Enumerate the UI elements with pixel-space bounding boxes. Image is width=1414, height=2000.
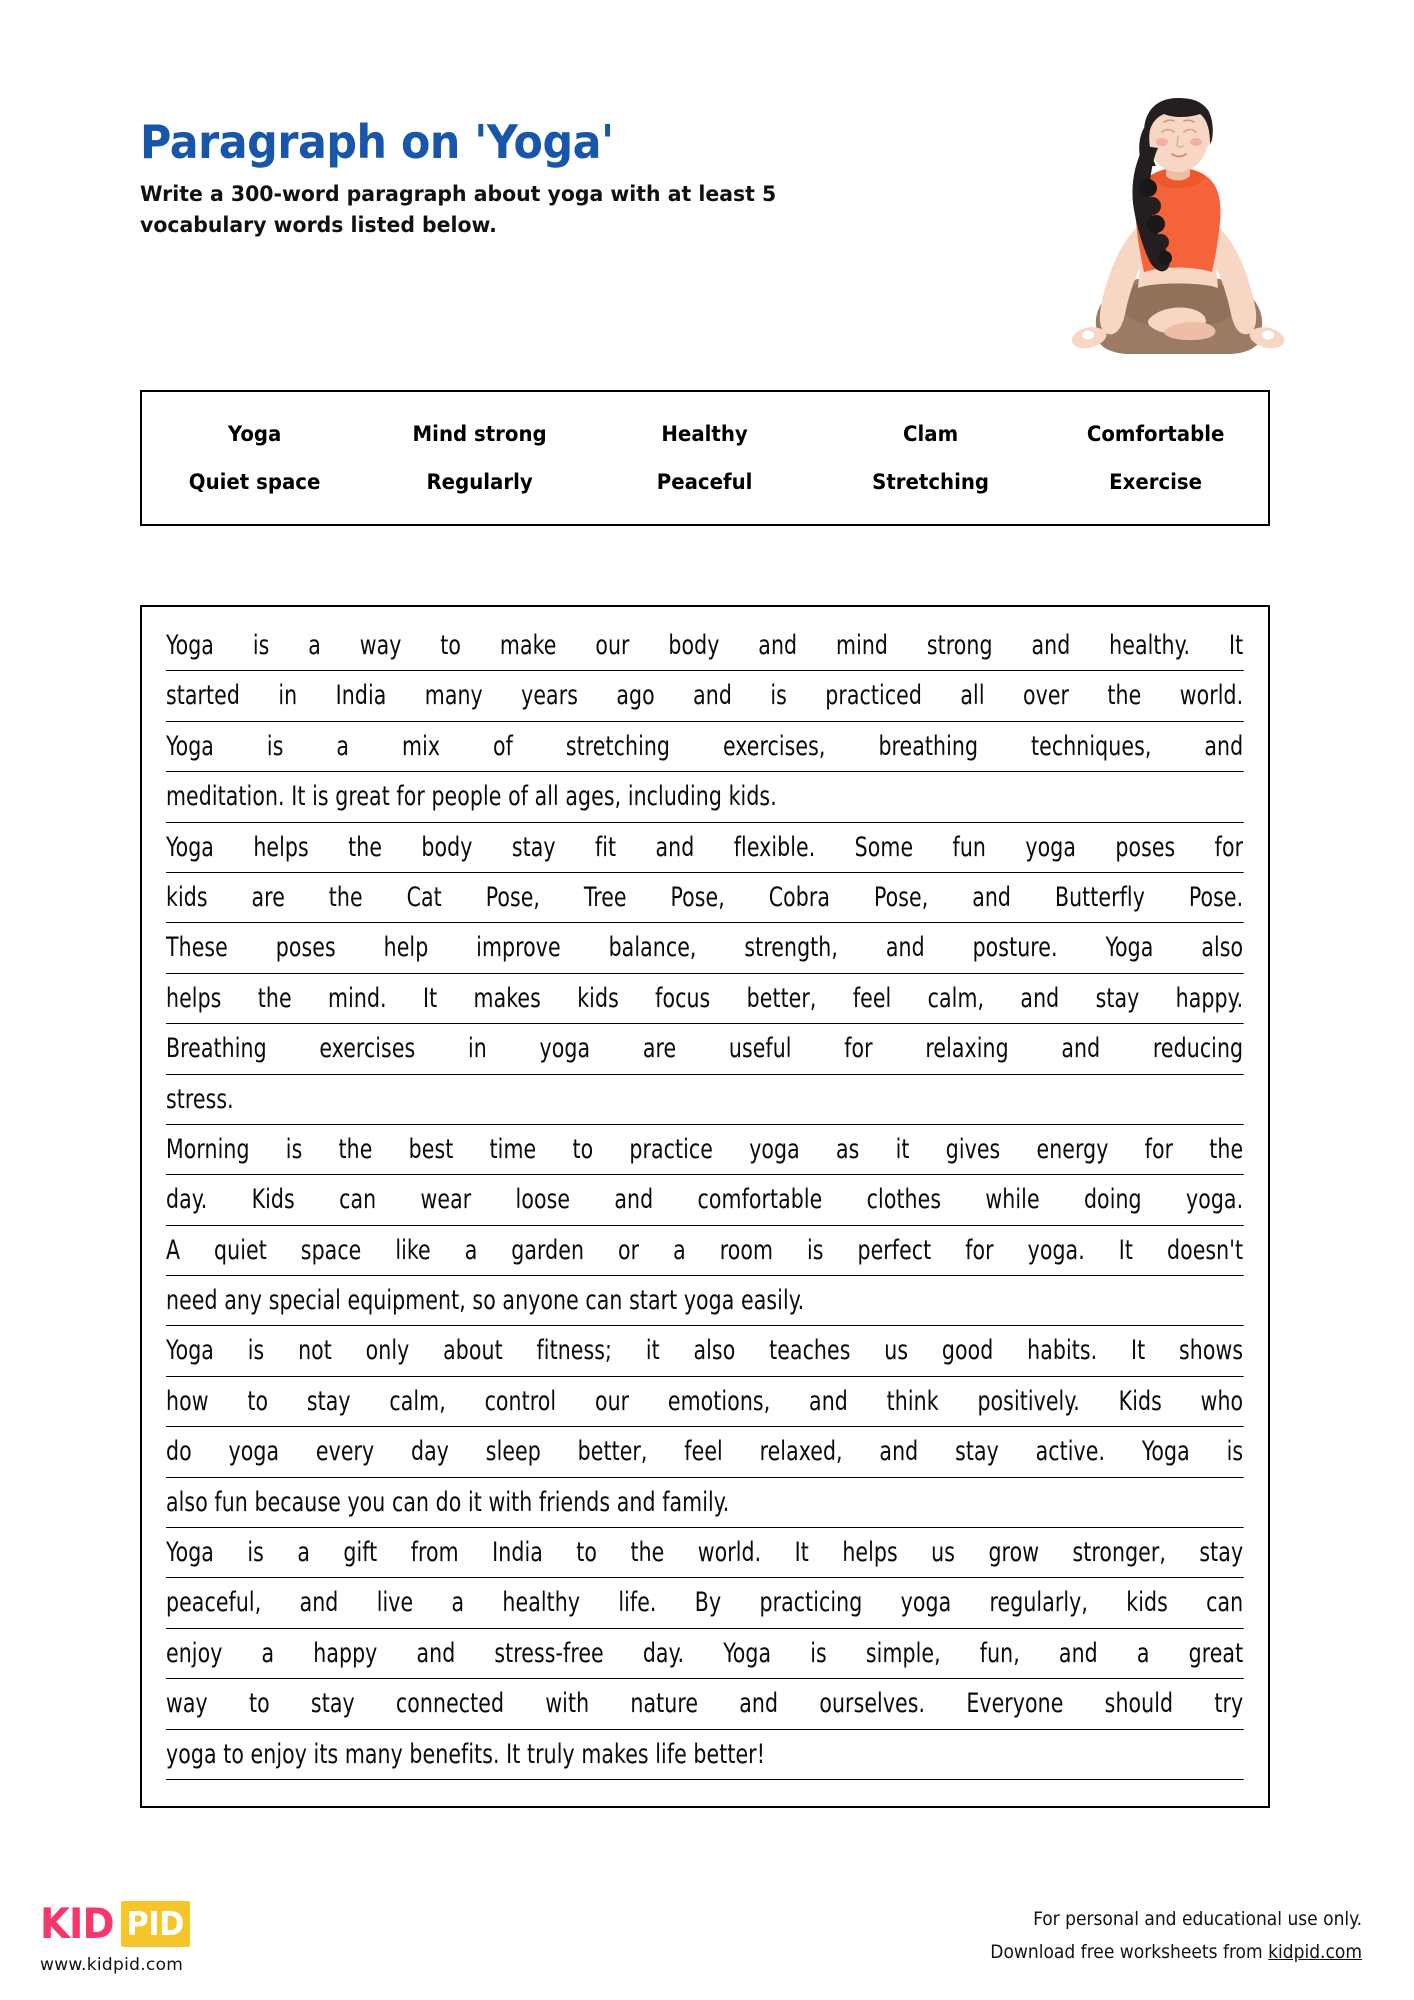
paragraph-word: and: [879, 1436, 919, 1468]
paragraph-word: Everyone: [966, 1688, 1064, 1720]
paragraph-word: live: [376, 1587, 414, 1619]
paragraph-word: shows: [1179, 1335, 1244, 1367]
paragraph-word: loose: [515, 1184, 571, 1216]
paragraph-word: It: [1131, 1335, 1146, 1367]
paragraph-word: life.: [618, 1587, 657, 1619]
paragraph-word: and: [1031, 630, 1071, 661]
paragraph-word: room: [719, 1234, 774, 1266]
paragraph-word: great: [1188, 1637, 1244, 1669]
paragraph-word: it: [645, 1335, 660, 1367]
paragraph-word: practice: [629, 1133, 714, 1165]
paragraph-word: enjoy: [166, 1637, 223, 1669]
paragraph-line: [166, 923, 1243, 973]
yoga-meditation-illustration: [1038, 92, 1318, 364]
paragraph-word: can: [339, 1184, 377, 1216]
paragraph-word: teaches: [769, 1335, 851, 1367]
paragraph-word: is: [247, 1537, 264, 1569]
paragraph-word: nature: [630, 1688, 699, 1720]
paragraph-word: and: [1061, 1033, 1101, 1065]
paragraph-word: clothes: [866, 1184, 942, 1216]
paragraph-word: ourselves.: [819, 1688, 926, 1720]
paragraph-line: [166, 1679, 1243, 1729]
paragraph-word: Yoga: [166, 730, 214, 762]
paragraph-word: is: [806, 1234, 824, 1266]
paragraph-word: body: [421, 831, 473, 863]
paragraph-word: India: [492, 1537, 543, 1569]
paragraph-word: is: [770, 680, 787, 712]
paragraph-word: reducing: [1152, 1033, 1244, 1065]
paragraph-word: of: [493, 730, 513, 762]
paragraph-word: A: [166, 1234, 181, 1266]
paragraph-word: Pose,: [873, 881, 929, 913]
paragraph-word: about: [443, 1335, 503, 1367]
paragraph-word: useful: [728, 1033, 792, 1065]
vocabulary-word: Healthy: [661, 422, 749, 446]
paragraph-word: Yoga: [1105, 932, 1154, 964]
paragraph-word: our: [595, 630, 630, 661]
footer-note-prefix: Download free worksheets from: [990, 1941, 1269, 1964]
paragraph-line: [166, 823, 1243, 873]
paragraph-word: also: [1201, 932, 1244, 964]
paragraph-word: how: [166, 1385, 209, 1417]
vocabulary-word: Quiet space: [188, 470, 321, 494]
kidpid-link[interactable]: kidpid.com: [1268, 1941, 1362, 1964]
paragraph-word: Yoga: [723, 1637, 772, 1669]
paragraph-word: focus: [655, 982, 711, 1014]
paragraph-word: and: [739, 1688, 779, 1720]
paragraph-word: every: [315, 1436, 375, 1468]
paragraph-word: and: [416, 1637, 456, 1669]
paragraph-word: is: [1226, 1436, 1244, 1468]
footer-usage-note: [990, 1903, 1362, 1970]
vocabulary-word: Mind strong: [412, 422, 547, 446]
paragraph-word: with: [545, 1688, 590, 1720]
paragraph-word: and: [972, 881, 1012, 913]
paragraph-word: control: [484, 1385, 557, 1417]
paragraph-word: for: [965, 1234, 994, 1266]
kidpid-logo: [40, 1901, 270, 1975]
paragraph-word: Breathing: [166, 1033, 267, 1065]
paragraph-word: practicing: [759, 1587, 863, 1619]
paragraph-word: It: [794, 1537, 809, 1569]
paragraph-word: to: [248, 1688, 270, 1720]
paragraph-word: happy: [313, 1637, 378, 1669]
paragraph-word: and: [1020, 982, 1060, 1014]
paragraph-line: meditation. It is great for people of all ages, including kids.: [166, 772, 1243, 822]
vocabulary-word: Yoga: [227, 422, 282, 446]
paragraph-word: the: [338, 1133, 373, 1165]
paragraph-word: stay: [1199, 1537, 1244, 1569]
paragraph-line: [166, 873, 1243, 923]
paragraph-word: a: [336, 730, 350, 762]
paragraph-word: By: [694, 1587, 722, 1619]
paragraph-word: day.: [166, 1184, 208, 1216]
paragraph-word: body: [668, 630, 720, 661]
paragraph-word: yoga: [749, 1133, 800, 1165]
paragraph-word: stay: [511, 831, 556, 863]
paragraph-word: all: [960, 680, 985, 712]
paragraph-word: makes: [473, 982, 541, 1014]
paragraph-word: connected: [395, 1688, 505, 1720]
paragraph-line: [166, 1377, 1243, 1427]
paragraph-word: mix: [402, 730, 441, 762]
paragraph-word: and: [655, 831, 695, 863]
paragraph-word: space: [300, 1234, 362, 1266]
paragraph-word: Tree: [583, 881, 627, 913]
paragraph-word: and: [885, 932, 925, 964]
paragraph-word: the: [348, 831, 383, 863]
paragraph-word: yoga: [900, 1587, 952, 1619]
paragraph-word: a: [308, 630, 321, 661]
paragraph-word: calm,: [389, 1385, 446, 1417]
paragraph-word: practiced: [825, 680, 923, 712]
paragraph-word: fit: [594, 831, 617, 863]
paragraph-word: calm,: [927, 982, 985, 1014]
paragraph-word: in: [467, 1033, 487, 1065]
paragraph-word: yoga: [1025, 831, 1076, 863]
paragraph-word: time: [489, 1133, 537, 1165]
paragraph-word: happy.: [1175, 982, 1244, 1014]
paragraph-word: a: [1136, 1637, 1150, 1669]
paragraph-word: doesn't: [1166, 1234, 1244, 1266]
paragraph-word: poses: [1115, 831, 1176, 863]
vocabulary-word: Regularly: [426, 470, 533, 494]
page-title: Paragraph on 'Yoga': [140, 115, 614, 169]
paragraph-word: healthy: [502, 1587, 581, 1619]
paragraph-word: are: [642, 1033, 677, 1065]
paragraph-word: stay: [306, 1385, 351, 1417]
paragraph-word: good: [941, 1335, 994, 1367]
paragraph-word: ago: [616, 680, 655, 712]
paragraph-word: poses: [275, 932, 336, 964]
paragraph-word: should: [1104, 1688, 1174, 1720]
paragraph-word: doing: [1083, 1184, 1142, 1216]
paragraph-word: energy: [1036, 1133, 1109, 1165]
paragraph-word: quiet: [214, 1234, 267, 1266]
paragraph-word: Yoga: [166, 630, 214, 661]
paragraph-word: world.: [1179, 680, 1244, 712]
paragraph-line: [166, 1125, 1243, 1175]
vocabulary-row: [142, 470, 1268, 494]
paragraph-word: is: [266, 730, 284, 762]
paragraph-word: to: [247, 1385, 269, 1417]
paragraph-word: as: [836, 1133, 860, 1165]
paragraph-word: the: [1209, 1133, 1244, 1165]
paragraph-word: from: [410, 1537, 459, 1569]
paragraph-word: day.: [642, 1637, 685, 1669]
paragraph-word: balance,: [608, 932, 697, 964]
paragraph-word: and: [1204, 730, 1244, 762]
logo-pid-badge: PID: [121, 1901, 190, 1947]
paragraph-word: the: [1107, 680, 1142, 712]
paragraph-word: These: [166, 932, 228, 964]
page-header: [140, 115, 1020, 241]
paragraph-word: world.: [697, 1537, 762, 1569]
paragraph-word: gift: [343, 1537, 378, 1569]
paragraph-word: gives: [945, 1133, 1001, 1165]
paragraph-word: and: [1058, 1637, 1098, 1669]
paragraph-word: a: [261, 1637, 275, 1669]
paragraph-word: to: [572, 1133, 594, 1165]
paragraph-word: Morning: [166, 1133, 250, 1165]
paragraph-word: helps: [166, 982, 222, 1014]
paragraph-word: Kids: [251, 1184, 295, 1216]
paragraph-word: Cobra: [768, 881, 831, 913]
paragraph-word: healthy.: [1109, 630, 1191, 661]
paragraph-word: day: [411, 1436, 450, 1468]
paragraph-word: our: [594, 1385, 630, 1417]
paragraph-word: stretching: [565, 730, 671, 762]
paragraph-word: garden: [511, 1234, 585, 1266]
paragraph-word: yoga.: [1027, 1234, 1085, 1266]
paragraph-word: in: [278, 680, 298, 712]
paragraph-word: way: [359, 630, 402, 661]
paragraph-word: Pose,: [670, 881, 725, 913]
paragraph-word: is: [247, 1335, 265, 1367]
paragraph-word: fun: [952, 831, 987, 863]
paragraph-word: Yoga: [166, 1335, 214, 1367]
paragraph-word: Pose,: [485, 881, 541, 913]
paragraph-line: [166, 1226, 1243, 1276]
paragraph-word: the: [630, 1537, 665, 1569]
paragraph-word: many: [424, 680, 483, 712]
footer-note-line-2: [990, 1936, 1362, 1969]
paragraph-word: started: [166, 680, 240, 712]
paragraph-word: strength,: [744, 932, 838, 964]
paragraph-word: only: [365, 1335, 410, 1367]
paragraph-word: fun,: [979, 1637, 1020, 1669]
paragraph-word: is: [810, 1637, 827, 1669]
paragraph-word: Pose.: [1188, 881, 1244, 913]
paragraph-word: stress-free: [494, 1637, 604, 1669]
paragraph-line: [166, 1578, 1243, 1628]
vocabulary-row: [142, 422, 1268, 446]
paragraph-word: yoga.: [1185, 1184, 1244, 1216]
paragraph-word: a: [673, 1234, 686, 1266]
paragraph-word: Some: [854, 831, 914, 863]
vocabulary-word: Clam: [902, 422, 958, 446]
paragraph-word: Kids: [1118, 1385, 1162, 1417]
paragraph-word: comfortable: [697, 1184, 823, 1216]
paragraph-line: [166, 722, 1243, 772]
paragraph-word: Butterfly: [1054, 881, 1145, 913]
paragraph-word: helps: [253, 831, 309, 863]
paragraph-word: us: [931, 1537, 956, 1569]
paragraph-word: relaxed,: [759, 1436, 843, 1468]
paragraph-word: Yoga: [166, 1537, 214, 1569]
paragraph-answer-box: [140, 605, 1270, 1808]
paragraph-word: to: [576, 1537, 598, 1569]
paragraph-word: yoga: [539, 1033, 591, 1065]
paragraph-word: help: [383, 932, 429, 964]
paragraph-word: way: [166, 1688, 208, 1720]
paragraph-line: [166, 621, 1243, 671]
paragraph-word: kids: [577, 982, 619, 1014]
paragraph-word: it: [895, 1133, 910, 1165]
paragraph-word: and: [614, 1184, 654, 1216]
paragraph-word: techniques,: [1031, 730, 1152, 762]
paragraph-word: relaxing: [925, 1033, 1009, 1065]
paragraph-word: and: [693, 680, 732, 712]
paragraph-word: kids: [166, 881, 208, 913]
paragraph-word: for: [1144, 1133, 1174, 1165]
vocabulary-word: Exercise: [1108, 470, 1202, 494]
paragraph-word: It: [422, 982, 438, 1014]
paragraph-word: over: [1022, 680, 1070, 712]
paragraph-word: stronger,: [1072, 1537, 1167, 1569]
paragraph-word: habits.: [1027, 1335, 1098, 1367]
paragraph-word: are: [251, 881, 285, 913]
paragraph-word: mind: [836, 630, 889, 661]
logo-website-url: www.kidpid.com: [40, 1955, 184, 1975]
paragraph-word: grow: [988, 1537, 1040, 1569]
paragraph-word: a: [297, 1537, 310, 1569]
paragraph-line: [166, 1427, 1243, 1477]
paragraph-word: and: [758, 630, 798, 661]
paragraph-word: peaceful,: [166, 1587, 262, 1619]
paragraph-word: years: [521, 680, 578, 712]
paragraph-word: not: [298, 1335, 332, 1367]
paragraph-line: [166, 1024, 1243, 1074]
paragraph-word: strong: [926, 630, 993, 661]
paragraph-word: yoga: [228, 1436, 280, 1468]
footer-note-line-1: For personal and educational use only.: [1033, 1908, 1362, 1930]
paragraph-word: is: [252, 630, 270, 661]
paragraph-word: for: [1214, 831, 1244, 863]
paragraph-word: Yoga: [166, 831, 214, 863]
paragraph-word: flexible.: [733, 831, 816, 863]
paragraph-word: stay: [310, 1688, 355, 1720]
paragraph-word: simple,: [865, 1637, 941, 1669]
paragraph-word: feel: [684, 1436, 723, 1468]
paragraph-word: India: [335, 680, 387, 712]
paragraph-word: the: [257, 982, 292, 1014]
paragraph-word: us: [884, 1335, 909, 1367]
paragraph-word: can: [1206, 1587, 1244, 1619]
paragraph-word: and: [809, 1385, 848, 1417]
vocabulary-word-bank: [140, 390, 1270, 526]
paragraph-word: a: [451, 1587, 465, 1619]
paragraph-word: feel: [852, 982, 892, 1014]
paragraph-word: better,: [577, 1436, 648, 1468]
vocabulary-word: Comfortable: [1086, 422, 1225, 446]
paragraph-word: It: [1118, 1234, 1134, 1266]
paragraph-word: do: [166, 1436, 192, 1468]
paragraph-word: mind.: [328, 982, 387, 1014]
paragraph-word: fitness;: [536, 1335, 613, 1367]
logo-mark: [40, 1901, 270, 1947]
paragraph-line: also fun because you can do it with friends and family.: [166, 1478, 1243, 1528]
paragraph-word: wear: [420, 1184, 472, 1216]
vocabulary-word: Peaceful: [657, 470, 753, 494]
paragraph-word: It: [1229, 630, 1244, 661]
paragraph-word: helps: [842, 1537, 898, 1569]
paragraph-word: emotions,: [667, 1385, 771, 1417]
paragraph-word: who: [1200, 1385, 1244, 1417]
paragraph-word: think: [886, 1385, 939, 1417]
paragraph-word: better,: [746, 982, 817, 1014]
paragraph-line: [166, 1629, 1243, 1679]
paragraph-word: active.: [1035, 1436, 1106, 1468]
paragraph-word: breathing: [878, 730, 979, 762]
paragraph-word: best: [408, 1133, 454, 1165]
paragraph-word: stay: [1095, 982, 1140, 1014]
paragraph-word: exercises,: [722, 730, 826, 762]
page-subtitle: Write a 300-word paragraph about yoga with at least 5 vocabulary words listed below.: [140, 182, 777, 238]
paragraph-line: [166, 974, 1243, 1024]
paragraph-word: and: [299, 1587, 339, 1619]
paragraph-word: exercises: [319, 1033, 416, 1065]
paragraph-word: try: [1214, 1688, 1244, 1720]
paragraph-line: yoga to enjoy its many benefits. It truly makes life better!: [166, 1730, 1243, 1780]
paragraph-word: to: [440, 630, 462, 661]
paragraph-word: like: [395, 1234, 431, 1266]
paragraph-line: stress.: [166, 1075, 1243, 1125]
paragraph-word: Yoga: [1141, 1436, 1190, 1468]
paragraph-word: the: [328, 881, 363, 913]
logo-kid-text: KID: [40, 1899, 114, 1948]
paragraph-line: [166, 1326, 1243, 1376]
paragraph-line: need any special equipment, so anyone can start yoga easily.: [166, 1276, 1243, 1326]
paragraph-text: [166, 621, 1244, 1780]
paragraph-word: posture.: [972, 932, 1058, 964]
paragraph-word: Cat: [406, 881, 442, 913]
paragraph-word: regularly,: [989, 1587, 1088, 1619]
paragraph-word: make: [499, 630, 557, 661]
paragraph-line: [166, 1528, 1243, 1578]
paragraph-word: while: [985, 1184, 1040, 1216]
paragraph-word: improve: [476, 932, 561, 964]
paragraph-word: stay: [955, 1436, 999, 1468]
paragraph-word: for: [844, 1033, 873, 1065]
paragraph-line: [166, 1175, 1243, 1225]
paragraph-word: is: [285, 1133, 303, 1165]
paragraph-word: also: [693, 1335, 736, 1367]
paragraph-word: perfect: [857, 1234, 932, 1266]
paragraph-word: kids: [1126, 1587, 1168, 1619]
paragraph-word: sleep: [485, 1436, 541, 1468]
paragraph-line: [166, 671, 1243, 721]
paragraph-word: a: [464, 1234, 478, 1266]
vocabulary-word: Stretching: [871, 470, 989, 494]
paragraph-word: or: [618, 1234, 640, 1266]
paragraph-word: positively.: [977, 1385, 1080, 1417]
